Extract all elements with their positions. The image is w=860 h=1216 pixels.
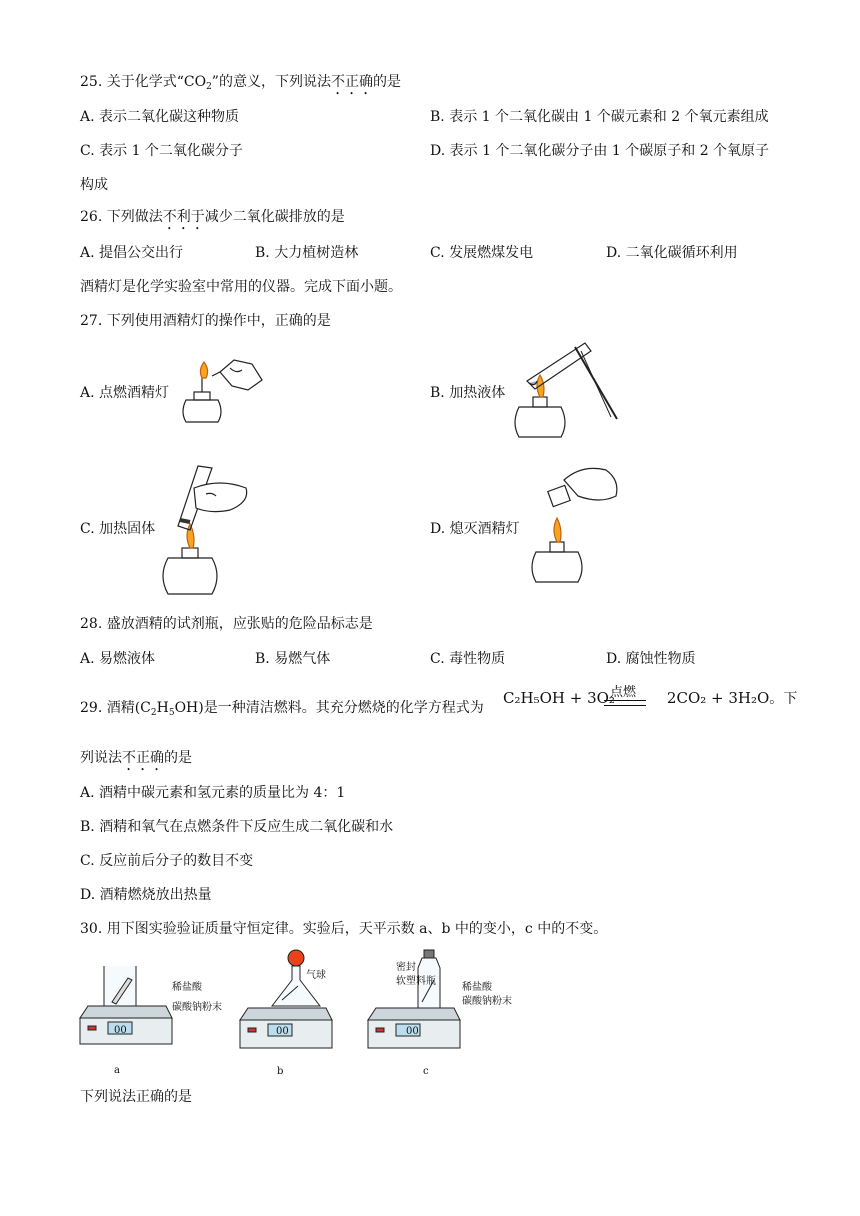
heating-liquid-illustration: [505, 337, 625, 447]
q29-option-a[interactable]: A. 酒精中碳元素和氢元素的质量比为 4：1: [80, 785, 346, 801]
balance-c-label-bottle: 软塑料瓶: [396, 976, 436, 987]
q26-option-b[interactable]: B. 大力植树造林: [255, 245, 359, 261]
q28-option-d[interactable]: D. 腐蚀性物质: [606, 651, 696, 667]
q27-option-b[interactable]: B. 加热液体: [430, 385, 506, 401]
lamp-lighting-illustration: [172, 350, 272, 435]
q25-stem: 25. 关于化学式“$CO_2$”的意义，下列说法不正确的是: [80, 74, 401, 92]
q28-option-b[interactable]: B. 易燃气体: [255, 651, 331, 667]
q27-option-c[interactable]: C. 加热固体: [80, 521, 156, 537]
balance-b-caption: b: [277, 1066, 284, 1077]
intro-text: 酒精灯是化学实验室中常用的仪器。完成下面小题。: [80, 279, 402, 295]
heating-solid-illustration: [150, 458, 260, 598]
q27-option-d[interactable]: D. 熄灭酒精灯: [430, 521, 520, 537]
q29-option-c[interactable]: C. 反应前后分子的数目不变: [80, 853, 254, 869]
balance-a-illustration: [78, 958, 178, 1058]
q26-option-a[interactable]: A. 提倡公交出行: [80, 245, 184, 261]
balance-c-caption: c: [423, 1066, 429, 1077]
balance-c-label-acid: 稀盐酸: [462, 982, 492, 993]
q26-option-d[interactable]: D. 二氧化碳循环利用: [606, 245, 738, 261]
q25-option-b[interactable]: B. 表示 1 个二氧化碳由 1 个碳元素和 2 个氧元素组成: [430, 109, 769, 125]
q26-stem: 26. 下列做法不利于减少二氧化碳排放的是: [80, 209, 345, 225]
q26-option-c[interactable]: C. 发展燃煤发电: [430, 245, 534, 261]
q29-option-d[interactable]: D. 酒精燃烧放出热量: [80, 887, 212, 903]
balance-b-display: 00: [276, 1026, 289, 1037]
balance-c-label-sealed: 密封: [396, 962, 416, 973]
q29-stem-continued: 列说法不正确的是: [80, 750, 192, 766]
q25-option-c[interactable]: C. 表示 1 个二氧化碳分子: [80, 143, 243, 159]
balance-a-label-powder: 碳酸钠粉末: [172, 1002, 222, 1013]
q27-stem: 27. 下列使用酒精灯的操作中，正确的是: [80, 313, 331, 329]
q25-option-a[interactable]: A. 表示二氧化碳这种物质: [80, 109, 240, 125]
equation-equals-sign: [604, 700, 646, 706]
q25-option-d-continued: 构成: [80, 177, 108, 193]
balance-a-caption: a: [114, 1065, 120, 1076]
balance-b-illustration: [238, 944, 338, 1064]
reaction-condition: 点燃: [610, 685, 637, 700]
balance-c-illustration: [366, 944, 466, 1064]
combustion-equation: C₂H₅OH + 3O₂ 2CO₂ + 3H₂O。下: [503, 689, 798, 707]
q30-stem: 30. 用下图实验验证质量守恒定律。实验后，天平示数 a、b 中的变小，c 中的不变。: [80, 921, 608, 937]
q30-tail: 下列说法正确的是: [80, 1089, 192, 1105]
balance-a-display: 00: [114, 1025, 127, 1036]
q29-option-b[interactable]: B. 酒精和氧气在点燃条件下反应生成二氧化碳和水: [80, 819, 394, 835]
q27-option-a[interactable]: A. 点燃酒精灯: [80, 385, 170, 401]
q25-option-d[interactable]: D. 表示 1 个二氧化碳分子由 1 个碳原子和 2 个氧原子: [430, 143, 770, 159]
q28-option-c[interactable]: C. 毒性物质: [430, 651, 506, 667]
balance-b-label-balloon: 气球: [306, 970, 326, 981]
q29-stem: 29. 酒精$(C_2H_5OH)$是一种清洁燃料。其充分燃烧的化学方程式为: [80, 700, 484, 718]
q28-stem: 28. 盛放酒精的试剂瓶，应张贴的危险品标志是: [80, 616, 373, 632]
balance-c-display: 00: [406, 1026, 419, 1037]
balance-a-label-acid: 稀盐酸: [172, 982, 202, 993]
balance-c-label-powder: 碳酸钠粉末: [462, 996, 512, 1007]
extinguishing-lamp-illustration: [520, 460, 630, 590]
q28-option-a[interactable]: A. 易燃液体: [80, 651, 156, 667]
